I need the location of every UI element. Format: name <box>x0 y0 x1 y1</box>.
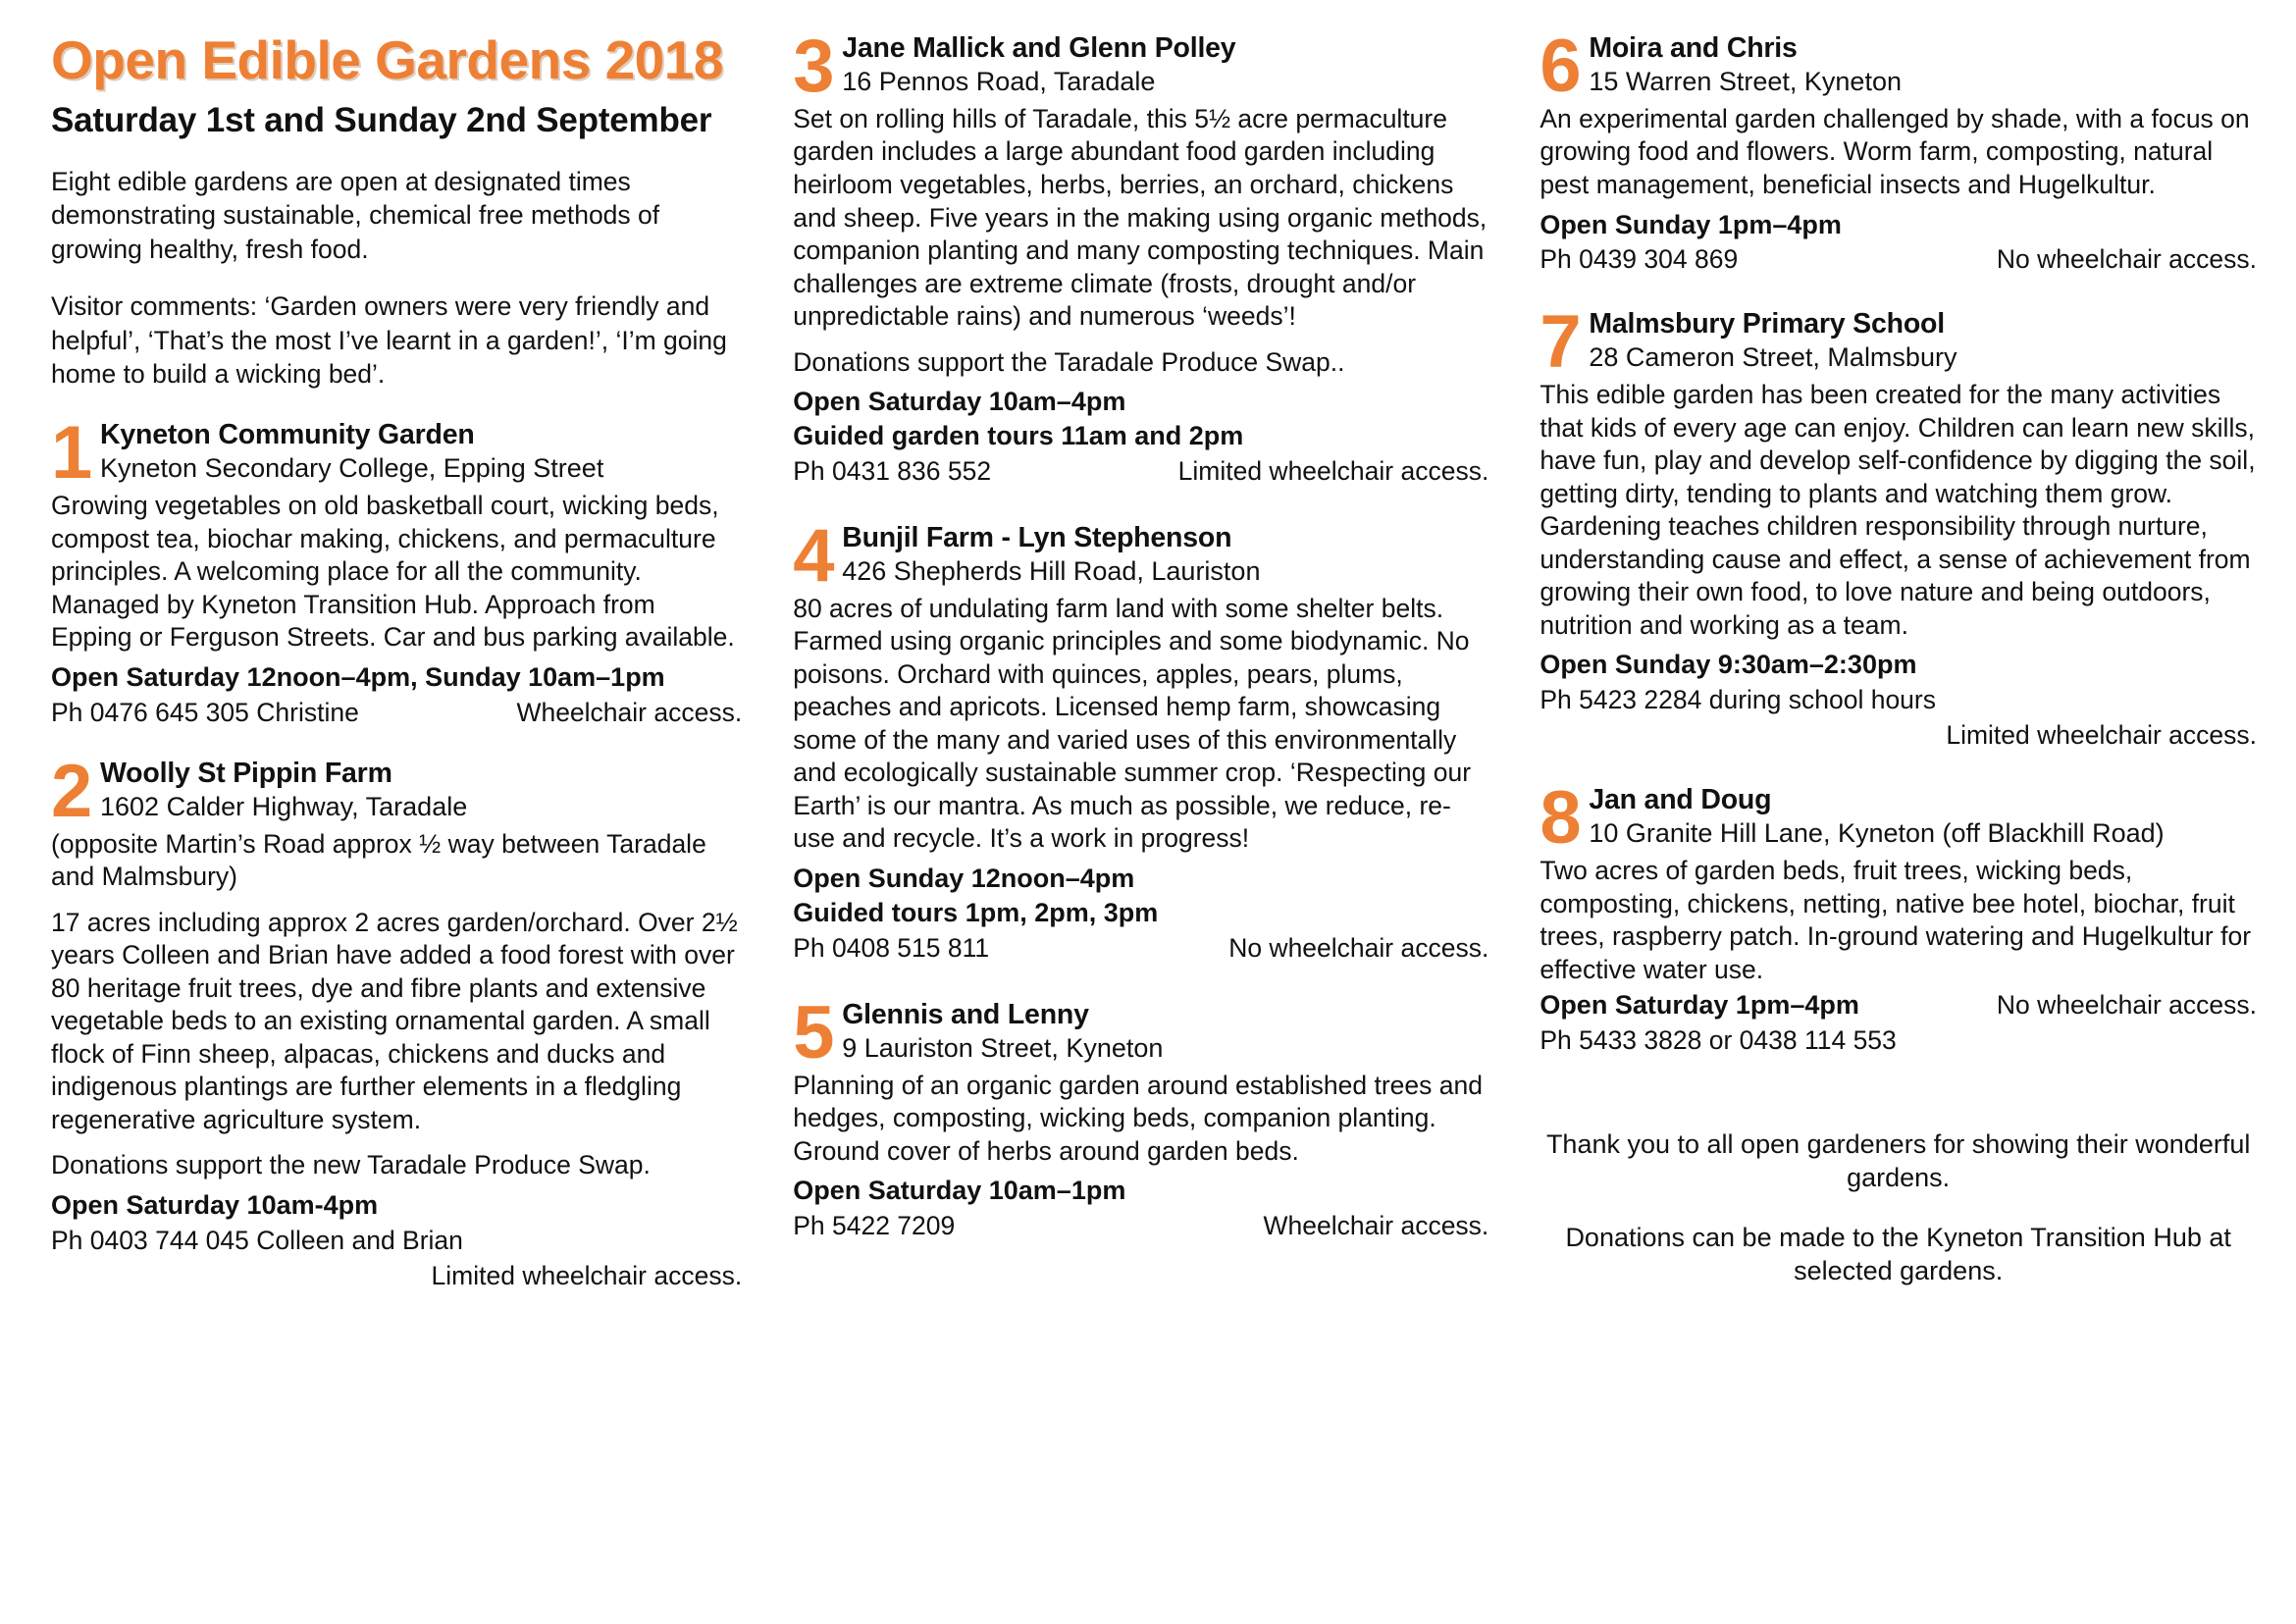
garden-2-header <box>51 749 742 833</box>
garden-3-address: 16 Pennos Road, Taradale <box>842 66 1156 96</box>
garden-entry-4 <box>793 513 1489 965</box>
garden-4-address: 426 Shepherds Hill Road, Lauriston <box>842 555 1261 586</box>
garden-3-header <box>793 25 1488 108</box>
garden-1-address: Kyneton Secondary College, Epping Street <box>100 453 604 484</box>
garden-5-phone: Ph 5422 7209 <box>793 1211 956 1241</box>
garden-8-address: 10 Granite Hill Lane, Kyneton (off Blackhill Road) <box>1589 817 2165 848</box>
garden-6-address: 15 Warren Street, Kyneton <box>1589 66 1902 96</box>
garden-8-contact-row <box>1539 1024 2257 1057</box>
garden-4-body-p1: 80 acres of undulating farm land with some shelter belts. Farmed using organic principles and some biodynamic. No poisons. Orchard with quinces, apples, pears, plums, peaches and apricots. Licensed hemp farm, showcasing some of the many and varied uses of this environmentally and ecologically sustainable summer crop. ‘Respecting our Earth’ is our mantra. As much as possible, we reduce, re-use and recycle. It’s a work in progress! <box>793 593 1472 854</box>
column-middle <box>793 25 1539 1242</box>
garden-8-phone: Ph 5433 3828 or 0438 114 553 <box>1539 1024 1897 1055</box>
three-column-layout <box>51 25 2257 1614</box>
garden-4-contact-row <box>793 932 1488 965</box>
garden-entry-2 <box>51 749 743 1292</box>
garden-5-body-p1: Planning of an organic garden around established trees and hedges, composting, wicking beds, companion planting. Ground cover of herbs around garden beds. <box>793 1070 1483 1166</box>
garden-8-body <box>1539 855 2257 986</box>
garden-entry-5 <box>793 990 1489 1242</box>
garden-entry-7 <box>1539 300 2257 752</box>
garden-entry-3 <box>793 25 1489 488</box>
garden-7-body <box>1539 379 2257 642</box>
garden-7-name: Malmsbury Primary School <box>1589 308 1945 341</box>
garden-7-contact-row <box>1539 684 2257 716</box>
garden-2-body-p2: 17 acres including approx 2 acres garden/orchard. Over 2½ years Colleen and Brian have added a food forest with over 80 heritage fruit trees, dye and fibre plants and extensive vegetable beds to an existing ornamental garden. A small flock of Finn sheep, alpacas, chickens and ducks and indigenous plantings are further elements in a fledgling regenerative agriculture system. <box>51 907 738 1134</box>
footer-donations-text: Donations can be made to the Kyneton Transition Hub at selected gardens. <box>1565 1222 2231 1286</box>
garden-8-open-row <box>1539 989 2257 1022</box>
garden-1-name: Kyneton Community Garden <box>100 419 475 451</box>
garden-entry-6 <box>1539 25 2257 276</box>
garden-1-phone: Ph 0476 645 305 Christine <box>51 697 359 727</box>
column-right <box>1539 25 2257 1288</box>
garden-5-name: Glennis and Lenny <box>842 998 1089 1030</box>
garden-2-phone: Ph 0403 744 045 Colleen and Brian <box>51 1225 463 1255</box>
garden-3-open-hours: Open Saturday 10am–4pm <box>793 387 1126 417</box>
garden-1-header <box>51 411 742 496</box>
garden-4-number: 4 <box>793 513 833 598</box>
garden-7-access: Limited wheelchair access. <box>1946 720 2257 751</box>
intro-paragraph-1: Eight edible gardens are open at designated times demonstrating sustainable, chemical free methods of growing healthy, fresh food. <box>51 166 660 264</box>
garden-3-body <box>793 103 1488 379</box>
garden-6-access: No wheelchair access. <box>1996 244 2257 275</box>
garden-4-name: Bunjil Farm - Lyn Stephenson <box>842 521 1232 553</box>
garden-2-headtext <box>98 759 742 822</box>
garden-entry-1 <box>51 411 743 728</box>
garden-7-address: 28 Cameron Street, Malmsbury <box>1589 342 1957 373</box>
garden-7-phone: Ph 5423 2284 during school hours <box>1539 685 1936 715</box>
garden-4-access: No wheelchair access. <box>1228 932 1489 963</box>
garden-4-headtext <box>840 523 1488 587</box>
garden-6-body-p1: An experimental garden challenged by shade, with a focus on growing food and flowers. Worm farm, composting, natural pest management, beneficial insects and Hugelkultur. <box>1539 103 2250 199</box>
garden-3-number: 3 <box>793 25 833 108</box>
garden-4-open-hours: Open Sunday 12noon–4pm <box>793 863 1135 893</box>
garden-8-access: No wheelchair access. <box>1996 990 2257 1021</box>
garden-2-access: Limited wheelchair access. <box>431 1260 743 1290</box>
garden-1-number: 1 <box>51 411 91 496</box>
garden-5-contact-row <box>793 1210 1488 1242</box>
garden-3-phone: Ph 0431 836 552 <box>793 455 992 486</box>
garden-3-access: Limited wheelchair access. <box>1177 455 1489 486</box>
footer-thanks-block <box>1539 1127 2257 1288</box>
garden-5-body <box>793 1070 1488 1169</box>
garden-4-body <box>793 593 1488 856</box>
garden-2-contact-row <box>51 1225 742 1257</box>
garden-entry-8 <box>1539 776 2257 1057</box>
garden-8-headtext <box>1587 785 2257 849</box>
garden-5-access: Wheelchair access. <box>1263 1211 1489 1241</box>
column-left <box>51 29 793 1318</box>
garden-5-number: 5 <box>793 990 833 1074</box>
garden-1-contact-row <box>51 697 742 729</box>
garden-8-name: Jan and Doug <box>1589 784 1772 816</box>
garden-8-header <box>1539 776 2257 861</box>
garden-8-open-hours: Open Saturday 1pm–4pm <box>1539 990 1859 1021</box>
footer-thanks-text: Thank you to all open gardeners for showing their wonderful gardens. <box>1545 1128 2251 1193</box>
garden-6-phone: Ph 0439 304 869 <box>1539 244 1739 275</box>
garden-5-header <box>793 990 1488 1074</box>
garden-6-body <box>1539 103 2257 202</box>
garden-6-open-hours: Open Sunday 1pm–4pm <box>1539 209 1842 239</box>
garden-3-contact-row <box>793 455 1488 488</box>
garden-1-open-hours: Open Saturday 12noon–4pm, Sunday 10am–1pm <box>51 661 665 692</box>
garden-3-body-p1: Set on rolling hills of Taradale, this 5½ acre permaculture garden includes a large abundant food garden including heirloom vegetables, herbs, berries, an orchard, chickens and sheep. Five years in the making using organic methods, companion planting and many composting techniques. Main challenges are extreme climate (frosts, drought and/or unpredictable rains) and numerous ‘weeds’! <box>793 103 1487 332</box>
garden-1-body-p1: Growing vegetables on old basketball court, wicking beds, compost tea, biochar making, chickens, and permaculture principles. A welcoming place for all the community. Managed by Kyneton Transition Hub. Approach from Epping or Ferguson Streets. Car and bus parking available. <box>51 491 735 653</box>
garden-2-name: Woolly St Pippin Farm <box>100 757 392 789</box>
garden-2-body <box>51 828 742 1182</box>
page-subtitle: Saturday 1st and Sunday 2nd September <box>51 101 712 139</box>
garden-2-number: 2 <box>51 749 91 833</box>
garden-4-header <box>793 513 1488 598</box>
garden-2-address: 1602 Calder Highway, Taradale <box>100 791 468 821</box>
garden-6-headtext <box>1587 33 2257 97</box>
garden-3-headtext <box>840 33 1488 97</box>
garden-1-body <box>51 490 742 655</box>
garden-5-open-hours: Open Saturday 10am–1pm <box>793 1176 1126 1206</box>
garden-6-number: 6 <box>1539 25 1580 108</box>
garden-7-open-hours: Open Sunday 9:30am–2:30pm <box>1539 650 1917 680</box>
garden-1-headtext <box>98 420 742 484</box>
garden-1-access: Wheelchair access. <box>516 697 743 727</box>
garden-3-body-p2: Donations support the Taradale Produce Swap.. <box>793 346 1345 377</box>
garden-2-body-p3: Donations support the new Taradale Produce Swap. <box>51 1150 651 1180</box>
garden-3-guided-tours: Guided garden tours 11am and 2pm <box>793 421 1244 451</box>
garden-6-header <box>1539 25 2257 108</box>
garden-7-number: 7 <box>1539 300 1580 385</box>
garden-3-name: Jane Mallick and Glenn Polley <box>842 32 1236 64</box>
garden-8-body-p1: Two acres of garden beds, fruit trees, wicking beds, composting, chickens, netting, native bee hotel, biochar, fruit trees, raspberry patch. In-ground watering and Hugelkultur for effective water use. <box>1539 855 2252 984</box>
garden-7-body-p1: This edible garden has been created for the many activities that kids of every age can enjoy. Children can learn new skills, have fun, play and develop self-confidence by digging the soil, getting dirty, tending to plants and watching them grow. Gardening teaches children responsibility through nurture, understanding cause and effect, a sense of achievement from growing their own food, to love nature and being outdoors, nutrition and working as a team. <box>1539 380 2256 640</box>
garden-4-phone: Ph 0408 515 811 <box>793 932 990 963</box>
garden-2-open-hours: Open Saturday 10am-4pm <box>51 1189 379 1220</box>
page-title: Open Edible Gardens 2018 <box>51 29 723 90</box>
garden-8-number: 8 <box>1539 776 1580 861</box>
intro-paragraph-2: Visitor comments: ‘Garden owners were very friendly and helpful’, ‘That’s the most I’ve learnt in a garden!’, ‘I’m going home to build a wicking bed’. <box>51 291 727 389</box>
garden-4-guided-tours: Guided tours 1pm, 2pm, 3pm <box>793 897 1159 927</box>
garden-2-body-p1: (opposite Martin’s Road approx ½ way between Taradale and Malmsbury) <box>51 828 706 892</box>
garden-7-headtext <box>1587 309 2257 373</box>
garden-6-contact-row <box>1539 243 2257 276</box>
garden-5-address: 9 Lauriston Street, Kyneton <box>842 1032 1164 1063</box>
garden-6-name: Moira and Chris <box>1589 32 1798 64</box>
garden-7-header <box>1539 300 2257 385</box>
garden-5-headtext <box>840 1000 1488 1064</box>
